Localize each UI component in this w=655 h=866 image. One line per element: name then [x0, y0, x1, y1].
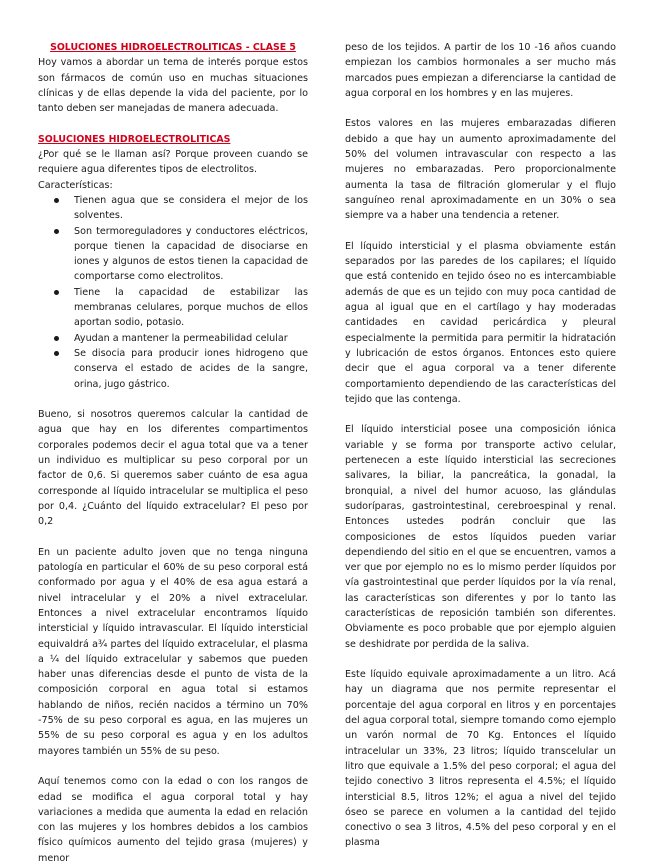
- body-paragraph: En un paciente adulto joven que no tenga ninguna patología en particular el 60% de su peso corporal está conformado por agua y el 40% de esa agua estará a nivel intracelular y el 20% a nivel extracelular. Entonces a nivel extracelular encontramos líquido intersticial y líquido intravascular. El líquido intersticial equivaldrá a¾ partes del líquido extracelular, el plasma a ¼ del líquido extracelular y sabemos que pueden haber unas diferencias desde el punto de vista de la composición corporal en agua total si estamos hablando de niños, recién nacidos a término un 70% -75% de su peso corporal es agua, en las mujeres un 55% de su peso corporal es agua y en los adultos mayores también un 55% de su peso.: [38, 546, 308, 757]
- body-paragraph: Estos valores en las mujeres embarazadas difieren debido a que hay un aumento aproximadamente del 50% del volumen intravascular con respecto a las mujeres no embarazadas. Pero proporcionalmente aumenta la tasa de filtración glomerular y el flujo sanguíneo renal aproximadamente en un 30% o sea siempre va a haber una tendencia a retener.: [345, 118, 616, 222]
- body-paragraph: El líquido intersticial y el plasma obviamente están separados por las paredes de los capilares; el líquido que está contenido en tejido óseo no es intercambiable además de que es un tejido con muy poca cantidad de agua al igual que en el cartílago y hay moderadas cantidades en cavidad pericárdica y pleural especialmente la permitida para permitir la hidratación y lubricación de estos órganos. Entonces esto quiere decir que el agua corporal va a tener diferente comportamiento dependiendo de las características del tejido que las contenga.: [345, 240, 616, 405]
- body-paragraph: peso de los tejidos. A partir de los 10 -16 años cuando empiezan los cambios hormonales a ser mucho más marcados pues empiezan a diferenciarse la cantidad de agua corporal en los hombres y en las mujeres.: [345, 42, 616, 99]
- list-item: Se disocia para producir iones hidrogeno que conserva el estado de acides de la sangre, orina, jugo gástrico.: [74, 346, 308, 392]
- characteristics-list: [38, 193, 308, 392]
- characteristics-label: Características:: [38, 179, 113, 191]
- right-column: [345, 40, 616, 851]
- list-item: Ayudan a mantener la permeabilidad celular: [74, 331, 308, 346]
- list-item: Son termoreguladores y conductores eléctricos, porque tienen la capacidad de disociarse en iones y algunos de estos tienen la capacidad de comportarse como electrolitos.: [74, 224, 308, 285]
- document-title: SOLUCIONES HIDROELECTROLITICAS - CLASE 5: [50, 42, 296, 53]
- body-paragraph: Aquí tenemos como con la edad o con los rangos de edad se modifica el agua corporal total y hay variaciones a medida que aumenta la edad en relación con las mujeres y los hombres debidos a los cambios físico químicos aumento del tejido grasa (mujeres) y menor: [38, 776, 308, 864]
- intro-paragraph: Hoy vamos a abordar un tema de interés porque estos son fármacos de común uso en muchas situaciones clínicas y de ellas depende la vida del paciente, por lo tanto deben ser manejadas de manera adecuada.: [38, 57, 308, 115]
- left-column: [38, 40, 308, 866]
- body-paragraph: El líquido intersticial posee una composición iónica variable y se forma por transporte activo celular, pertenecen a este líquido intersticial las secreciones salivares, la biliar, la pancreática, la gonadal, la bronquial, a nivel del humor acuoso, las glándulas sudoríparas, gastrointestinal, cerebroespinal y renal. Entonces ustedes podrán concluir que las composiciones de estos líquidos pueden variar dependiendo del sitio en el que se encuentren, vamos a ver que por ejemplo no es lo mismo perder líquidos por vía gastrointestinal que perder líquidos por la vía renal, las características son diferentes y por lo tanto las características de reposición también son diferentes. Obviamente es poco probable que por ejemplo alguien se deshidrate por perdida de la saliva.: [345, 424, 616, 650]
- list-item: Tienen agua que se considera el mejor de los solventes.: [74, 193, 308, 224]
- body-paragraph: Bueno, si nosotros queremos calcular la cantidad de agua que hay en los diferentes compartimentos corporales podemos decir el agua total que va a tener un individuo es multiplicar su peso corporal por un factor de 0,6. Si queremos saber cuánto de esa agua corresponde al líquido intracelular se multiplica el peso por 0,4. ¿Cuánto del líquido extracelular? El peso por 0,2: [38, 409, 308, 528]
- section-heading: SOLUCIONES HIDROELECTROLITICAS: [38, 133, 231, 145]
- list-item: Tiene la capacidad de estabilizar las membranas celulares, porque muchos de ellos aportan sodio, potasio.: [74, 285, 308, 331]
- body-paragraph: Este líquido equivale aproximadamente a un litro. Acá hay un diagrama que nos permite representar el porcentaje del agua corporal en litros y en porcentajes del agua corporal total, siempre tomando como ejemplo un varón normal de 70 Kg. Entonces el líquido intracelular un 33%, 23 litros; líquido transcelular un litro que equivale a 1.5% del peso corporal; el agua del tejido conectivo 3 litros representa el 4.5%; el líquido intersticial 8.5, litros 12%; el agua a nivel del tejido óseo se parece en volumen a la cantidad del tejido conectivo o sea 3 litros, 4.5% del peso corporal y en el plasma: [345, 669, 616, 849]
- question-paragraph: ¿Por qué se le llaman así? Porque proveen cuando se requiere agua diferentes tipos de electrolitos.: [38, 149, 308, 176]
